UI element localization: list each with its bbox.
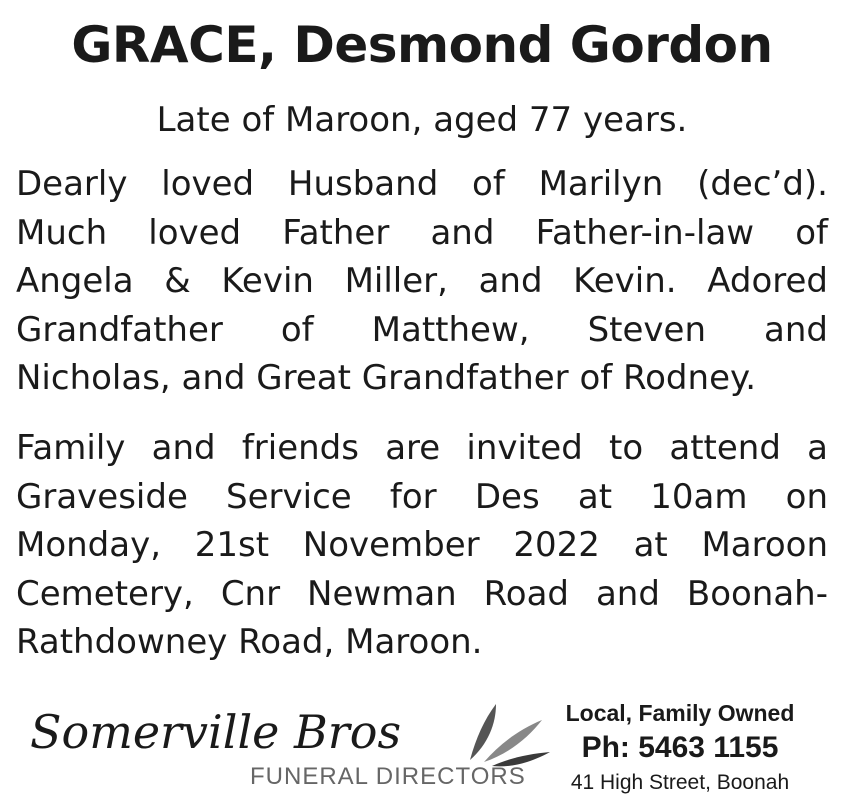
paragraph-line: Rathdowney Road, Maroon. [16,622,483,662]
paragraph-line: Nicholas, and Great Grandfather of Rodney. [16,358,757,398]
tagline: Local, Family Owned [565,700,795,726]
paragraph-line: Angela & Kevin Miller, and Kevin. Adored [16,261,828,301]
address: 41 High Street, Boonah [570,771,790,794]
service-paragraph [16,424,828,667]
paragraph-line: Cemetery, Cnr Newman Road and Boonah- [16,573,828,614]
logo-subtitle: FUNERAL DIRECTORS [250,763,526,790]
paragraph-line: Family and friends are invited to attend a [16,428,828,468]
deceased-name: GRACE, Desmond Gordon [71,16,773,74]
paragraph-line: Dearly loved Husband of Marilyn (dec’d). [16,164,828,204]
logo-text: Somerville Bros [30,705,402,759]
notice-subtitle: Late of Maroon, aged 77 years. [156,100,688,140]
paragraph-line: Monday, 21st November 2022 at Maroon [16,525,828,565]
paragraph-line: Much loved Father and Father-in-law of [16,212,828,253]
contact-block [530,698,830,798]
funeral-director-footer [0,690,844,812]
phone-number: Ph: 5463 1155 [581,731,779,764]
paragraph-line: Graveside Service for Des at 10am on [16,476,828,517]
family-paragraph [16,160,828,403]
paragraph-line: Grandfather of Matthew, Steven and [16,309,828,350]
company-logo [30,702,530,802]
